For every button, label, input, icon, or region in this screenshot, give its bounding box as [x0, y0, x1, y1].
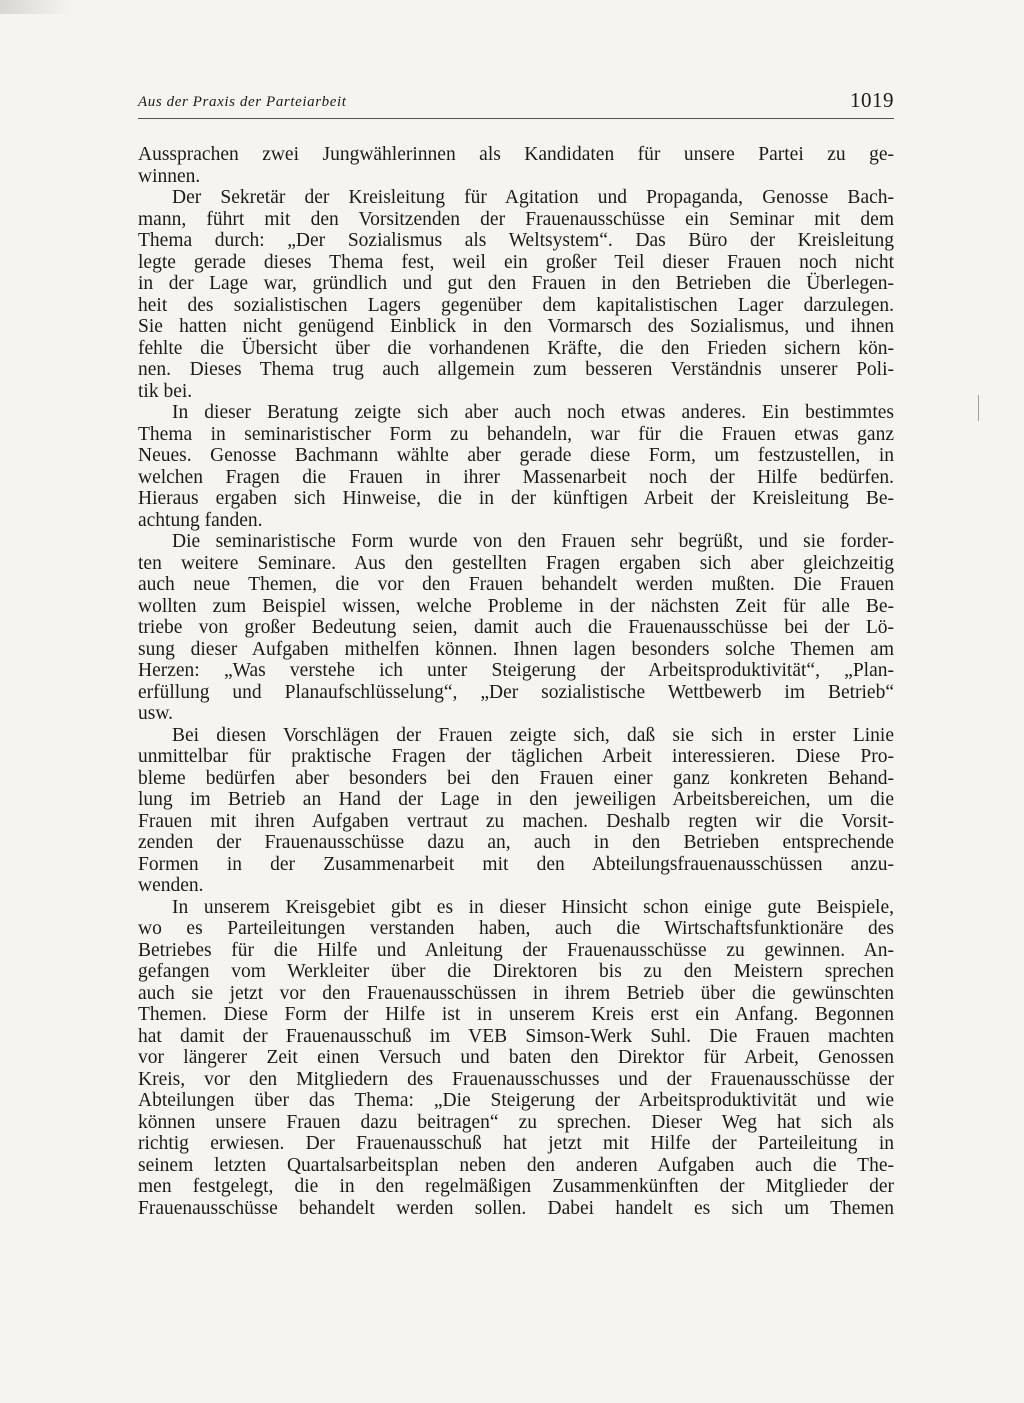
text-line: fehlte die Übersicht über die vorhandenen Kräfte, die den Frieden sichern kön- [138, 337, 894, 359]
text-line: legte gerade dieses Thema fest, weil ein großer Teil dieser Frauen noch nicht [138, 251, 894, 273]
text-line: bleme bedürfen aber besonders bei den Frauen einer ganz konkreten Behand- [138, 767, 894, 789]
text-line: Herzen: „Was verstehe ich unter Steigerung der Arbeitsproduktivität“, „Plan- [138, 660, 894, 681]
text-line: vor längerer Zeit einen Versuch und baten den Direktor für Arbeit, Genossen [138, 1047, 894, 1068]
text-line: Die seminaristische Form wurde von den Frauen sehr begrüßt, und sie forder- [172, 531, 894, 552]
text-line: richtig erwiesen. Der Frauenausschuß hat jetzt mit Hilfe der Parteileitung in [138, 1133, 894, 1154]
text-line: hat damit der Frauenausschuß im VEB Simson-Werk Suhl. Die Frauen machten [138, 1025, 894, 1047]
text-line: nen. Dieses Thema trug auch allgemein zum besseren Verständnis unserer Poli- [138, 359, 894, 380]
text-line: wo es Parteileitungen verstanden haben, auch die Wirtschaftsfunktionäre des [138, 918, 894, 939]
text-line: Aussprachen zwei Jungwählerinnen als Kandidaten für unsere Partei zu ge- [138, 144, 894, 165]
text-line: welchen Fragen die Frauen in ihrer Massenarbeit noch der Hilfe bedürfen. [138, 466, 894, 488]
page-number: 1019 [850, 88, 894, 112]
text-line: Thema in seminaristischer Form zu behandeln, war für die Frauen etwas ganz [138, 423, 894, 445]
text-line: Sie hatten nicht genügend Einblick in den Vormarsch des Sozialismus, und ihnen [138, 316, 894, 337]
text-line: men festgelegt, die in den regelmäßigen Zusammenkünften der Mitglieder der [138, 1176, 894, 1197]
text-line: Themen. Diese Form der Hilfe ist in unserem Kreis erst ein Anfang. Begonnen [138, 1004, 894, 1025]
text-line: gefangen vom Werkleiter über die Direktoren bis zu den Meistern sprechen [138, 961, 894, 982]
text-line: Thema durch: „Der Sozialismus als Weltsystem“. Das Büro der Kreisleitung [138, 230, 894, 251]
text-line: triebe von großer Bedeutung seien, damit auch die Frauenausschüsse bei der Lö- [138, 617, 894, 638]
margin-mark [978, 395, 979, 421]
text-line: In unserem Kreisgebiet gibt es in dieser Hinsicht schon einige gute Beispiele, [172, 896, 894, 918]
text-line: Bei diesen Vorschlägen der Frauen zeigte sich, daß sie sich in erster Linie [172, 724, 894, 746]
text-line: können unsere Frauen dazu beitragen“ zu sprechen. Dieser Weg hat sich als [138, 1111, 894, 1133]
text-line: Der Sekretär der Kreisleitung für Agitation und Propaganda, Genosse Bach- [172, 187, 894, 208]
text-line: sung dieser Aufgaben mithelfen können. Ihnen lagen besonders solche Themen am [138, 638, 894, 660]
text-line: lung im Betrieb an Hand der Lage in den jeweiligen Arbeitsbereichen, um die [138, 789, 894, 810]
text-line: auch neue Themen, die vor den Frauen behandelt werden mußten. Die Frauen [138, 574, 894, 595]
text-line: Frauenausschüsse behandelt werden sollen. Dabei handelt es sich um Themen [138, 1197, 894, 1219]
page-header [138, 88, 894, 116]
text-line: Hieraus ergaben sich Hinweise, die in der künftigen Arbeit der Kreisleitung Be- [138, 488, 894, 509]
text-line: Frauen mit ihren Aufgaben vertraut zu machen. Deshalb regten wir die Vorsit- [138, 810, 894, 832]
text-line: Neues. Genosse Bachmann wählte aber gerade diese Form, um festzustellen, in [138, 445, 894, 466]
text-line: mann, führt mit den Vorsitzenden der Frauenausschüsse ein Seminar mit dem [138, 208, 894, 230]
body-text [138, 144, 894, 1219]
text-line: Kreis, vor den Mitgliedern des Frauenausschusses und der Frauenausschüsse der [138, 1068, 894, 1090]
text-line: erfüllung und Planaufschlüsselung“, „Der sozialistische Wettbewerb im Betrieb“ [138, 681, 894, 703]
text-line: unmittelbar für praktische Fragen der täglichen Arbeit interessieren. Diese Pro- [138, 746, 894, 767]
text-line: wollten zum Beispiel wissen, welche Probleme in der nächsten Zeit für alle Be- [138, 595, 894, 617]
text-line: zenden der Frauenausschüsse dazu an, auch in den Betrieben entsprechende [138, 832, 894, 853]
text-line: winnen. [138, 165, 201, 187]
header-rule [138, 118, 894, 119]
text-line: auch sie jetzt vor den Frauenausschüssen in ihrem Betrieb über die gewünschten [138, 982, 894, 1004]
text-line: ten weitere Seminare. Aus den gestellten Fragen ergaben sich aber gleichzeitig [138, 552, 894, 574]
text-line: achtung fanden. [138, 509, 263, 531]
text-line: heit des sozialistischen Lagers gegenüber dem kapitalistischen Lager darzulegen. [138, 294, 894, 316]
text-line: usw. [138, 703, 174, 724]
text-line: tik bei. [138, 380, 193, 402]
text-line: Betriebes für die Hilfe und Anleitung der Frauenausschüsse zu gewinnen. An- [138, 939, 894, 961]
text-line: Abteilungen über das Thema: „Die Steigerung der Arbeitsproduktivität und wie [138, 1090, 894, 1111]
text-line: seinem letzten Quartalsarbeitsplan neben den anderen Aufgaben auch die The- [138, 1154, 894, 1176]
text-line: Formen in der Zusammenarbeit mit den Abteilungsfrauenausschüssen anzu- [138, 853, 894, 875]
scan-artifact [0, 0, 70, 14]
text-line: In dieser Beratung zeigte sich aber auch noch etwas anderes. Ein bestimmtes [172, 402, 894, 423]
text-line: wenden. [138, 875, 204, 896]
running-title: Aus der Praxis der Parteiarbeit [138, 94, 347, 110]
text-line: in der Lage war, gründlich und gut den Frauen in den Betrieben die Überlegen- [138, 273, 894, 294]
